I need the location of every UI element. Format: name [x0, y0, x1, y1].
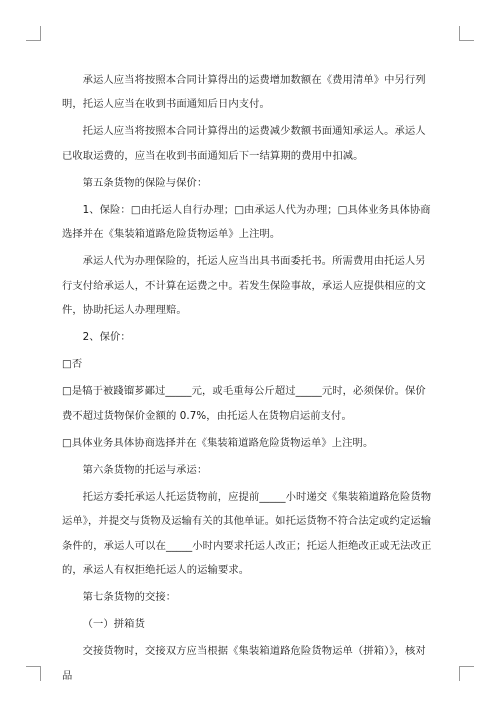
- option-negotiate: □具体业务具体协商选择并在《集装箱道路危险货物运单》上注明。: [62, 436, 374, 449]
- paragraph-valuation-heading: 2、保价：: [82, 331, 131, 344]
- paragraph-handover: 交接货物时，交接双方应当根据《集装箱道路危险货物运单（拼箱）》，核对品: [62, 645, 426, 682]
- option-no: □否: [62, 358, 83, 371]
- crop-mark-bottom-left: [26, 666, 41, 681]
- article-6-heading: 第六条货物的托运与承运：: [82, 464, 208, 477]
- crop-mark-top-left: [26, 26, 41, 41]
- paragraph-insurance-agent: 承运人代为办理保险的，托运人应当出具书面委托书。所需费用由托运人另行支付给承运人，不计算在运费之中。若发生保险事故，承运人应提供相应的文件，协助托运人办理理赔。: [62, 255, 426, 316]
- article-5-heading: 第五条货物的保险与保价：: [82, 176, 208, 189]
- crop-mark-bottom-right: [459, 666, 474, 681]
- paragraph-freight-decrease: 托运人应当将按照本合同计算得出的运费减少数额书面通知承运人。承运人已收取运费的，应当在收到书面通知后下一结算期的费用中扣减。: [62, 125, 426, 162]
- paragraph-freight-increase: 承运人应当将按照本合同计算得出的运费增加数额在《费用清单》中另行列明，托运人应当在收到书面通知后日内支付。: [62, 74, 426, 111]
- paragraph-insurance-options: 1、保险：□由托运人自行办理；□由承运人代为办理；□具体业务具体协商选择并在《集装箱道路危险货物运单》上注明。: [62, 204, 431, 241]
- paragraph-consignment: 托运方委托承运人托运货物前，应提前_____小时递交《集装箱道路危险货物运单》，并提交与货物及运输有关的其他单证。如托运货物不符合法定或约定运输条件的，承运人可以在_____小时内要求托运人改正；托运人拒绝改正或无法改正的，承运人有权拒绝托运人的运输要求。: [62, 491, 432, 576]
- subheading-lcl-cargo: （一）拼箱货: [82, 618, 145, 631]
- document-body: [62, 68, 436, 691]
- option-yes: □是犒于被踐镏芗鄙过_____元，或毛重每公斤超过_____元时，必须保价。保价费不超过货物保价金额的 0.7%，由托运人在货物启运前支付。: [62, 385, 426, 422]
- crop-mark-top-right: [459, 26, 474, 41]
- article-7-heading: 第七条货物的交接：: [82, 591, 177, 604]
